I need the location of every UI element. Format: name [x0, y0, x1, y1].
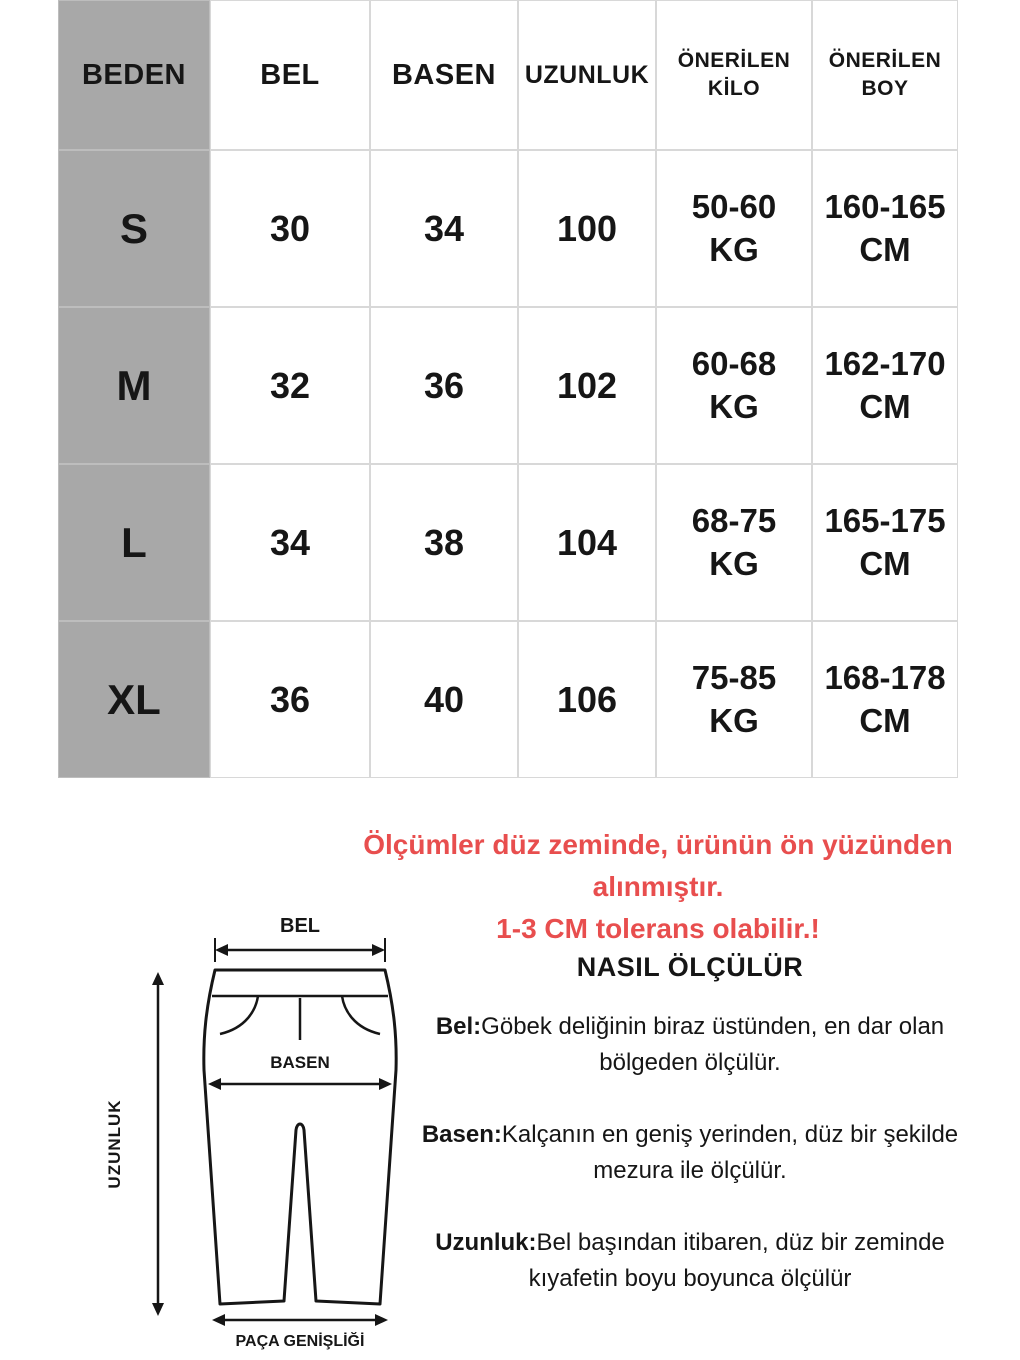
bel-arrowhead-left — [215, 944, 228, 956]
table-cell-boy — [812, 621, 958, 778]
measurement-note — [348, 824, 968, 950]
pants-measurement-diagram — [100, 912, 420, 1352]
measurement-note-line2: 1-3 CM tolerans olabilir.! — [496, 913, 820, 944]
table-cell-boy — [812, 464, 958, 621]
kilo-unit: KG — [709, 387, 759, 425]
table-cell-bel: 36 — [210, 621, 370, 778]
diagram-label-bel: BEL — [280, 915, 320, 937]
table-cell-kilo — [656, 307, 812, 464]
table-cell-kilo — [656, 464, 812, 621]
table-row-size: S — [58, 150, 210, 307]
table-header-onerilen-kilo: ÖNERİLEN KİLO — [656, 0, 812, 150]
table-cell-kilo — [656, 150, 812, 307]
table-cell-uzunluk: 106 — [518, 621, 656, 778]
howto-item-basen — [420, 1117, 960, 1189]
howto-item-uzunluk — [420, 1225, 960, 1297]
pants-diagram-svg — [100, 912, 420, 1352]
table-header-bel: BEL — [210, 0, 370, 150]
table-header-beden: BEDEN — [58, 0, 210, 150]
table-cell-bel: 34 — [210, 464, 370, 621]
table-cell-uzunluk: 100 — [518, 150, 656, 307]
boy-range: 165-175 — [824, 501, 946, 539]
table-header-onerilen-boy: ÖNERİLEN BOY — [812, 0, 958, 150]
boy-range: 162-170 — [824, 344, 946, 382]
howto-term-basen: Basen: — [421, 1121, 502, 1148]
kilo-unit: KG — [709, 544, 759, 582]
table-row-size: M — [58, 307, 210, 464]
howto-term-uzunluk: Uzunluk: — [435, 1229, 537, 1256]
kilo-range: 60-68 — [691, 344, 777, 382]
table-cell-basen: 34 — [370, 150, 518, 307]
howto-desc-uzunluk: Bel başından itibaren, düz bir zeminde kıyafetin boyu boyunca ölçülür — [528, 1229, 945, 1292]
kilo-range: 75-85 — [691, 658, 777, 696]
kilo-range: 50-60 — [691, 187, 777, 225]
table-row-size: L — [58, 464, 210, 621]
howto-title: NASIL ÖLÇÜLÜR — [576, 952, 804, 982]
uzunluk-arrowhead-top — [152, 972, 164, 985]
table-header-basen: BASEN — [370, 0, 518, 150]
table-row-size: XL — [58, 621, 210, 778]
table-cell-bel: 32 — [210, 307, 370, 464]
table-cell-basen: 38 — [370, 464, 518, 621]
table-header-uzunluk: UZUNLUK — [518, 0, 656, 150]
table-cell-basen: 40 — [370, 621, 518, 778]
basen-arrowhead-right — [379, 1078, 392, 1090]
table-cell-basen: 36 — [370, 307, 518, 464]
table-cell-uzunluk: 102 — [518, 307, 656, 464]
diagram-label-paca-genisligi: PAÇA GENİŞLİĞİ — [235, 1333, 365, 1350]
measurement-note-line1: Ölçümler düz zeminde, ürünün ön yüzünden alınmıştır. — [363, 829, 953, 902]
diagram-label-basen: BASEN — [270, 1053, 330, 1072]
table-cell-boy — [812, 307, 958, 464]
paca-arrowhead-left — [212, 1314, 225, 1326]
howto-item-bel — [420, 1009, 960, 1081]
boy-range: 160-165 — [824, 187, 946, 225]
table-cell-kilo — [656, 621, 812, 778]
basen-arrowhead-left — [208, 1078, 221, 1090]
boy-unit: CM — [859, 230, 911, 268]
pocket-left — [220, 996, 258, 1034]
boy-unit: CM — [859, 701, 911, 739]
uzunluk-arrowhead-bottom — [152, 1303, 164, 1316]
boy-unit: CM — [859, 387, 911, 425]
bel-arrowhead-right — [372, 944, 385, 956]
kilo-range: 68-75 — [691, 501, 777, 539]
table-cell-bel: 30 — [210, 150, 370, 307]
howto-desc-basen: Kalçanın en geniş yerinden, düz bir şekilde mezura ile ölçülür. — [501, 1121, 959, 1184]
paca-arrowhead-right — [375, 1314, 388, 1326]
table-cell-uzunluk: 104 — [518, 464, 656, 621]
kilo-unit: KG — [709, 230, 759, 268]
kilo-unit: KG — [709, 701, 759, 739]
pocket-right — [342, 996, 380, 1034]
howto-term-bel: Bel: — [435, 1013, 482, 1040]
table-cell-boy — [812, 150, 958, 307]
boy-range: 168-178 — [824, 658, 946, 696]
howto-section — [420, 952, 960, 1333]
boy-unit: CM — [859, 544, 911, 582]
diagram-label-uzunluk: UZUNLUK — [105, 1099, 124, 1189]
size-table — [58, 0, 958, 778]
howto-desc-bel: Göbek deliğinin biraz üstünden, en dar olan bölgeden ölçülür. — [481, 1013, 945, 1076]
